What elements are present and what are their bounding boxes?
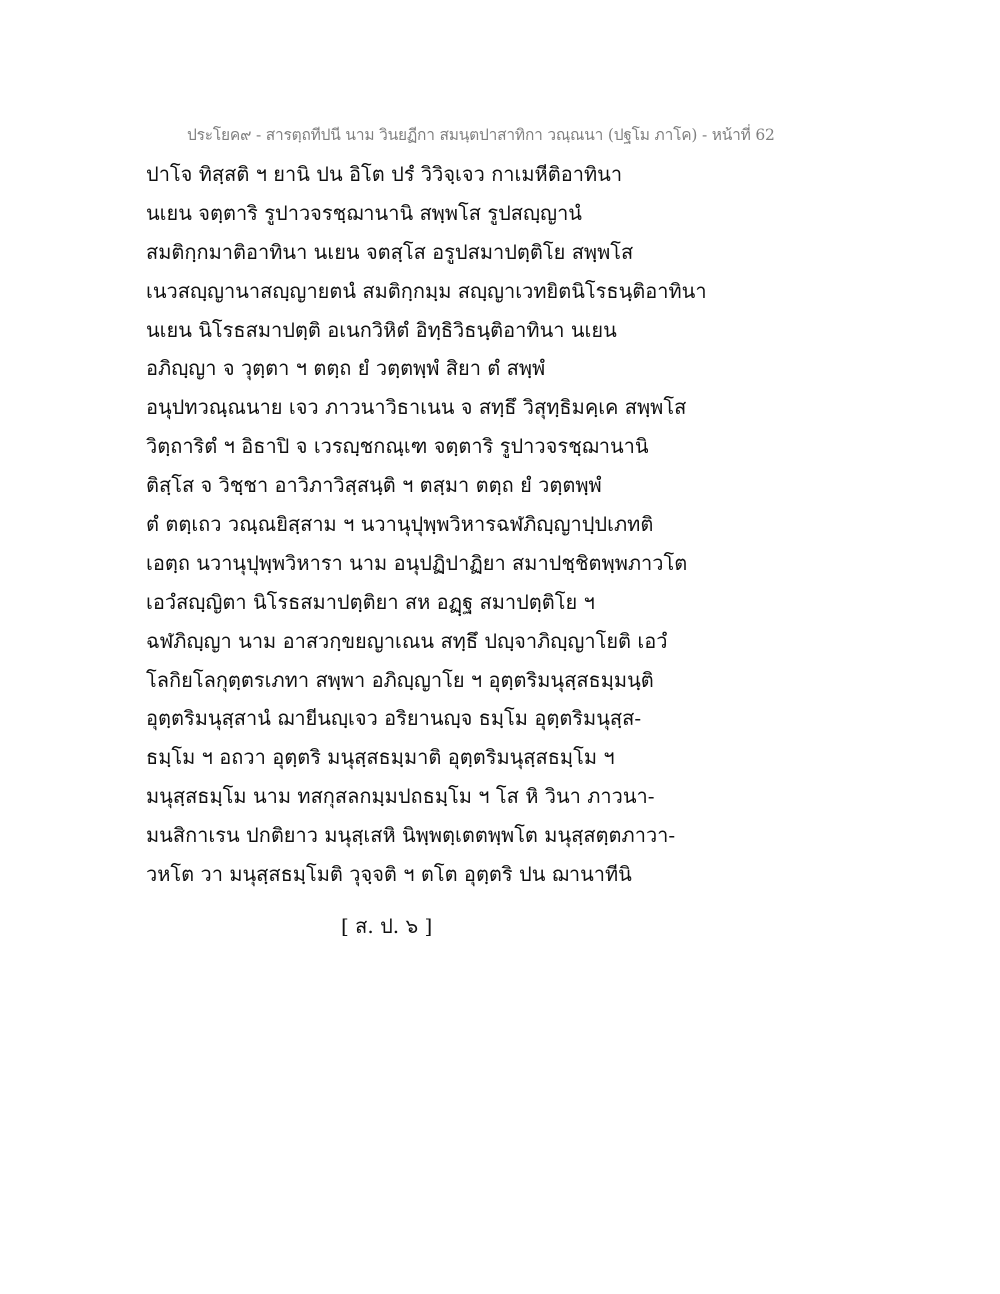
text-line: วหโต วา มนุสฺสธมฺโมติ วุจฺจติ ฯ ตโต อุตฺตริ ปน ฌานาทีนิ (146, 862, 632, 887)
text-line: วิตฺถาริตํ ฯ อิธาปิ จ เวรญฺชกณฺเฑ จตฺตาริ รูปาวจรชฺฌานานิ (146, 434, 649, 459)
text-line: อนุปทวณฺณนาย เจว ภาวนาวิธาเนน จ สทฺธึ วิสุทฺธิมคฺเค สพฺพโส (146, 395, 687, 420)
text-line: ปาโจ ทิสฺสติ ฯ ยานิ ปน อิโต ปรํ วิวิจฺเจว กาเมหีติอาทินา (146, 162, 623, 186)
printer-signature-mark: [ ส. ป. ๖ ] (341, 914, 433, 938)
text-line: เอวํสญฺญิตา นิโรธสมาปตฺติยา สห อฏฺฐ สมาปตฺติโย ฯ (146, 589, 595, 614)
text-line: ตํ ตตฺเถว วณฺณยิสฺสาม ฯ นวานุปุพฺพวิหารฉฬภิญฺญาปฺปเภทติ (146, 512, 654, 537)
text-line: อุตฺตริมนุสฺสานํ ฌายีนญฺเจว อริยานญฺจ ธมฺโม อุตฺตริมนุสฺส- (146, 706, 642, 731)
text-line: โลกิยโลกุตฺตรเภทา สพฺพา อภิญฺญาโย ฯ อุตฺตริมนุสฺสธมฺมนฺติ (146, 667, 654, 692)
text-line: นเยน นิโรธสมาปตฺติ อเนกวิหิตํ อิทฺธิวิธนฺติอาทินา นเยน (146, 317, 617, 342)
text-line: นเยน จตฺตาริ รูปาวจรชฺฌานานิ สพฺพโส รูปสญฺญานํ (146, 200, 582, 225)
text-line: อภิญฺญา จ วุตฺตา ฯ ตตฺถ ยํ วตฺตพฺพํ สิยา ตํ สพฺพํ (146, 356, 546, 381)
text-line: ฉฬภิญฺญา นาม อาสวกฺขยญาเณน สทฺธึ ปญฺจาภิญฺญาโยติ เอวํ (146, 628, 668, 653)
text-line: มนสิกาเรน ปกติยาว มนุสฺเสหิ นิพฺพตฺเตตพฺพโต มนุสฺสตฺตภาวา- (146, 823, 676, 848)
body-text (146, 160, 706, 899)
text-line: เอตฺถ นวานุปุพฺพวิหารา นาม อนุปฏิปาฏิยา สมาปชฺชิตพฺพภาวโต (146, 550, 688, 575)
text-line: สมติกฺกมาติอาทินา นเยน จตสฺโส อรูปสมาปตฺติโย สพฺพโส (146, 239, 634, 264)
text-line: ธมฺโม ฯ อถวา อุตฺตริ มนุสฺสธมฺมาติ อุตฺตริมนุสฺสธมฺโม ฯ (146, 745, 615, 770)
page-header: ประโยค๙ - สารตฺถทีปนี นาม วินยฏีกา สมนฺตปาสาทิกา วณฺณนา (ปฐโม ภาโค) - หน้าที่ 62 (187, 126, 775, 144)
text-line: ติสฺโส จ วิชฺชา อาวิภาวิสฺสนฺติ ฯ ตสฺมา ตตฺถ ยํ วตฺตพฺพํ (146, 473, 602, 498)
text-line: มนุสฺสธมฺโม นาม ทสกุสลกมฺมปถธมฺโม ฯ โส หิ วินา ภาวนา- (146, 784, 655, 809)
text-line: เนวสญฺญานาสญฺญายตนํ สมติกฺกมฺม สญฺญาเวทยิตนิโรธนฺติอาทินา (146, 278, 707, 303)
